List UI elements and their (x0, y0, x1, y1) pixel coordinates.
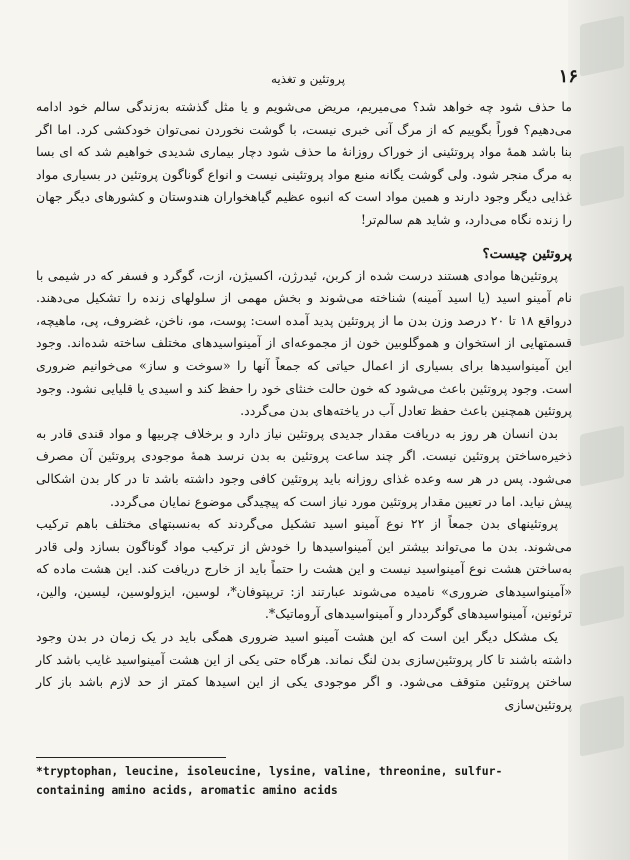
section-heading: پروتئین چیست؟ (482, 245, 572, 262)
paragraph-daily-need: بدن انسان هر روز به دریافت مقدار جدیدی پروتئین نیاز دارد و برخلاف چربیها و مواد قندی قادر به ذخیره‌ساختن پروتئین نیست. اگر چند ساعت پروتئین به بدن نرسد همهٔ موجودی پروتئین آن مصرف می‌شود. پس در هر سه وعده غذای روزانه باید پروتئین کافی وجود داشته باشد تا در کار بدن اشکالی پیش نیاید. اما در تعیین مقدار پروتئین مورد نیاز است که پیچیدگی موضوع نمایان می‌گردد. (36, 425, 572, 509)
footnote: *tryptophan, leucine, isoleucine, lysine, valine, threonine, sulfur-containing amino acids, aromatic amino acids (36, 764, 503, 797)
paragraph-amino-acids: پروتئینهای بدن جمعاً از ۲۲ نوع آمینو اسید تشکیل می‌گردند که به‌نسبتهای مختلف باهم ترکیب می‌شوند. بدن ما می‌تواند بیشتر این آمینواسیدها را خودش از ترکیب مواد گوناگون بسازد ولی قادر به‌ساختن هشت نوع آمینواسید نیست و این هشت را حتماً باید از خارج دریافت کند. این هشت ماده که «آمینواسیدهای ضروری» نامیده می‌شوند عبارتند از: تریپتوفان*، لوسین، ایزولوسین، لیسین، والین، ترئونین، آمینواسیدهای گوگرددار و آمینواسیدهای آروماتیک*. (36, 516, 572, 622)
running-title: پروتئین و تغذیه (270, 72, 346, 86)
paragraph-definition: پروتئین‌ها موادی هستند درست شده از کربن، ئیدرژن، اکسیژن، ازت، گوگرد و فسفر که در شیمی با نام آمینو اسید (یا اسید آمینه) شناخته می‌شوند و بخش مهمی از سلولهای زنده را تشکیل می‌دهند. درواقع ۱۸ تا ۲۰ درصد وزن بدن ما از پروتئین پدید آمده است: پوست، مو، ناخن، غضروف، پی، ماهیچه، قسمتهایی از استخوان و هموگلوبین خون از مجموعه‌ای از آمینواسیدهای مختلف ساخته شده‌اند. وجود این آمینواسیدها برای بسیاری از اعمال حیاتی که جمعاً آنها را «سوخت و ساز» می‌خوانیم ضروری است. وجود پروتئین باعث می‌شود که خون حالت خنثای خود را حفظ کند و اسیدی یا قلیایی نشود. وجود پروتئین همچنین باعث حفظ تعادل آب در یاخته‌های بدن می‌گردد. (36, 267, 572, 419)
page-header (38, 66, 578, 90)
paragraph-intro: ما حذف شود چه خواهد شد؟ می‌میریم، مریض می‌شویم و یا مثل گذشته به‌زندگی سالم خود ادامه می‌دهیم؟ فوراً بگوییم که از مرگ آنی خبری نیست، با گوشت نخوردن نمی‌توان خودکشی کرد. اما اگر بنا باشد همهٔ مواد پروتئینی از خوراک روزانهٔ ما حذف شود دچار بیماری شدیدی خواهیم شد که ای بسا به مرگ منجر شود. ولی گوشت یگانه منبع مواد پروتئینی نیست و انواع گوناگون پروتئین در بسیاری مواد غذایی دیگر وجود دارند و همین مواد است که انبوه عظیم گیاهخواران هندوستان و کشورهای دیگر جهان را زنده نگاه می‌دارد، و شاید هم سالم‌تر! (36, 99, 572, 227)
page-number: ۱۶ (558, 66, 578, 87)
paragraph-problem: یک مشکل دیگر این است که این هشت آمینو اسید ضروری همگی باید در یک زمان در بدن وجود داشته باشند تا کار پروتئین‌سازی بدن لنگ نماند. هرگاه حتی یکی از این هشت آمینواسید غایب باشد کار ساختن پروتئین متوقف می‌شود. و اگر موجودی یکی از این اسیدها کمتر از حد لازم باشد باز کار پروتئین‌سازی (36, 629, 572, 712)
body-text (36, 96, 572, 716)
page-edge-shadow (568, 0, 630, 860)
footnote-rule (36, 757, 226, 758)
